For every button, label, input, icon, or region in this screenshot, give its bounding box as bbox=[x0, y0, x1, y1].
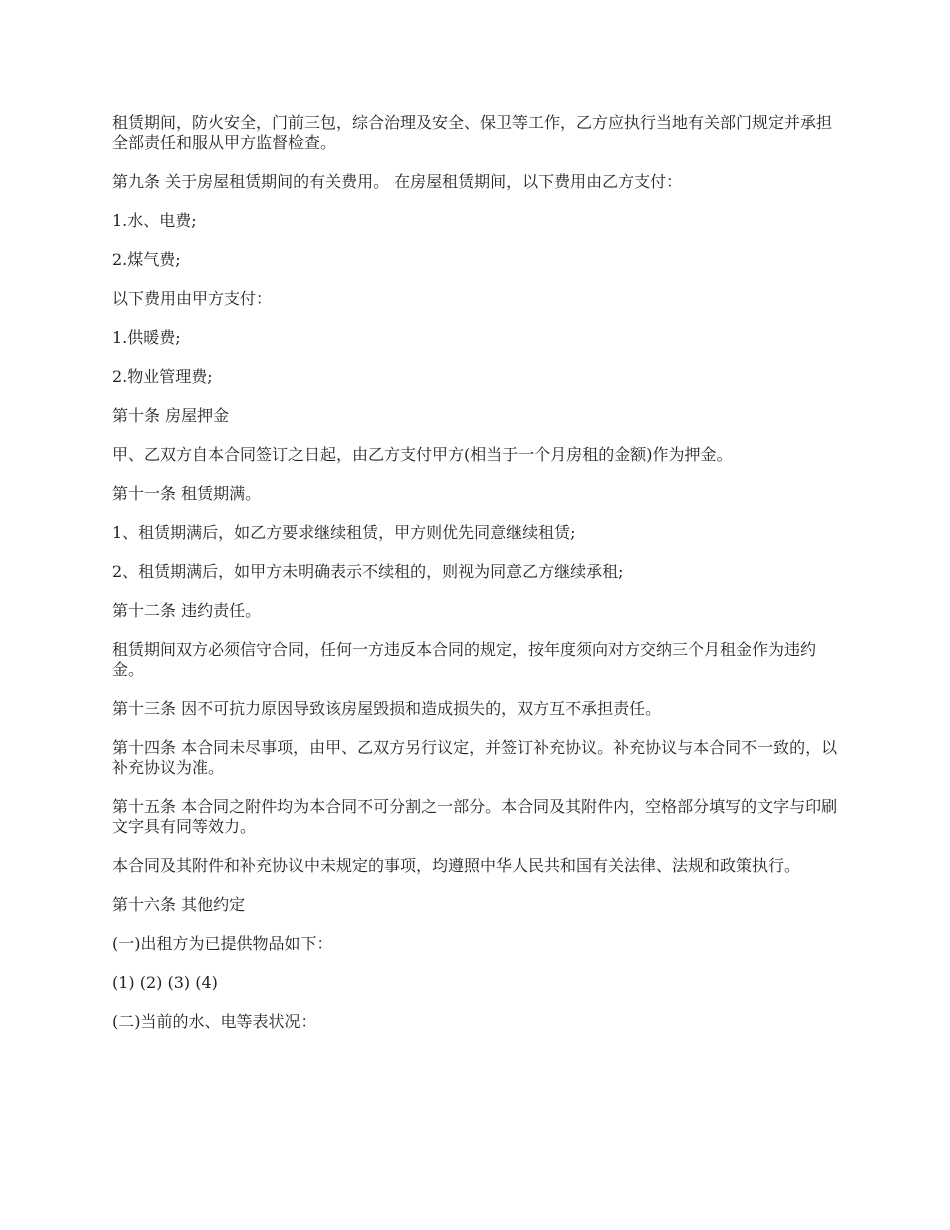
paragraph: 租赁期间双方必须信守合同，任何一方违反本合同的规定，按年度须向对方交纳三个月租金作为违约金。 bbox=[112, 640, 817, 679]
paragraph: 1.供暖费; bbox=[112, 328, 181, 347]
paragraph: 甲、乙双方自本合同签订之日起，由乙方支付甲方(相当于一个月房租的金额)作为押金。 bbox=[112, 445, 733, 464]
paragraph: 第十六条 其他约定 bbox=[112, 895, 246, 914]
paragraph: 2、租赁期满后，如甲方未明确表示不续租的，则视为同意乙方继续承租; bbox=[112, 562, 624, 581]
paragraph: 1、租赁期满后，如乙方要求继续租赁，甲方则优先同意继续租赁; bbox=[112, 523, 576, 542]
paragraph: 2.煤气费; bbox=[112, 250, 181, 269]
paragraph: 第十一条 租赁期满。 bbox=[112, 484, 262, 503]
paragraph: 第十二条 违约责任。 bbox=[112, 601, 262, 620]
paragraph: 第十三条 因不可抗力原因导致该房屋毁损和造成损失的，双方互不承担责任。 bbox=[112, 699, 662, 718]
paragraph: (一)出租方为已提供物品如下： bbox=[112, 934, 333, 953]
paragraph: (二)当前的水、电等表状况： bbox=[112, 1012, 317, 1031]
paragraph: 租赁期间，防火安全，门前三包，综合治理及安全、保卫等工作，乙方应执行当地有关部门规定并承担全部责任和服从甲方监督检查。 bbox=[112, 113, 833, 152]
paragraph: 以下费用由甲方支付： bbox=[112, 289, 273, 308]
paragraph: 1.水、电费; bbox=[112, 211, 197, 230]
paragraph: 第十条 房屋押金 bbox=[112, 406, 230, 425]
paragraph: 本合同及其附件和补充协议中未规定的事项，均遵照中华人民共和国有关法律、法规和政策执行。 bbox=[112, 856, 801, 875]
paragraph: 第十五条 本合同之附件均为本合同不可分割之一部分。本合同及其附件内，空格部分填写的文字与印刷文字具有同等效力。 bbox=[112, 797, 838, 836]
paragraph: (1) (2) (3) (4) bbox=[112, 973, 218, 992]
paragraph: 第十四条 本合同未尽事项，由甲、乙双方另行议定，并签订补充协议。补充协议与本合同不一致的，以补充协议为准。 bbox=[112, 738, 838, 777]
paragraph: 2.物业管理费; bbox=[112, 367, 213, 386]
document-body bbox=[112, 113, 842, 1051]
paragraph: 第九条 关于房屋租赁期间的有关费用。 在房屋租赁期间，以下费用由乙方支付： bbox=[112, 172, 683, 191]
